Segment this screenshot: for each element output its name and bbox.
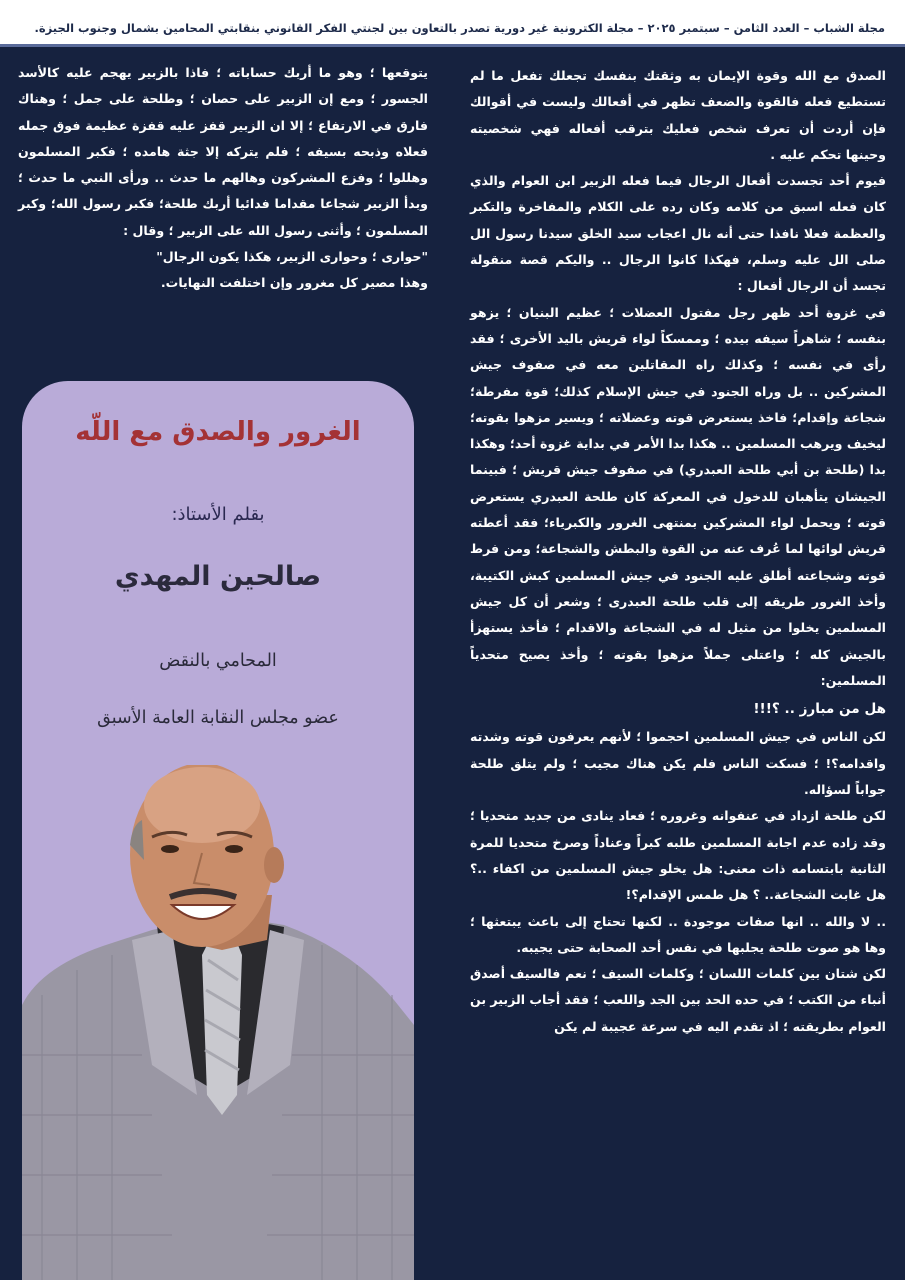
- prophet-quote: "حوارى ؛ وحوارى الزبير، هكذا يكون الرجال": [156, 249, 428, 265]
- article-paragraph: الصدق مع الله وقوة الإيمان به وثقتك بنفسك تجعلك تفعل ما لم تستطيع فعله فالقوة والضعف تظهر في أفعالك وليست في أقوالك فإن أردت أن تعرف شخص فعليك بترقب أفعاله فهي شخصيته وحينها تحكم عليه .: [470, 68, 886, 162]
- article-paragraph: في غزوة أحد ظهر رجل مفتول العضلات ؛ عظيم البنيان ؛ يزهو بنفسه ؛ شاهراً سيفه بيده ؛ وممسكاً لواء قريش باليد الأخرى ؛ فقد رأى في نفسه ؛ وكذلك راه المقاتلين معه في صفوف جيش المشركين .. بل وراه الجنود في جيش الإسلام كذلك؛ قوة مفرطة؛ شجاعة وإقدام؛ فاخذ يستعرض قوته وعضلاته ؛ ويسير مزهوا بقوته؛ ليخيف ويرهب المسلمين .. هكذا بدا الأمر في بداية غزوة أحد؛ وهكذا بدا (طلحة بن أبي طلحة العبدري) في صفوف جيش قريش ؛ فبينما الجيشان يتأهبان للدخول في المعركة كان طلحة العبدري يستعرض قوته ؛ ويحمل لواء المشركين بمنتهى الغرور والكبرياء؛ فقد أعطته قريش لوائها لما عُرف عنه من القوة والبطش والشجاعة؛ ومن فرط قوته وشجاعته أطلق عليه الجنود في جيش المسلمين كبش الكتيبة، وأخذ الغرور طريقه إلى قلب طلحة العبدرى ؛ وشعر أن كل جيش المسلمين يخلوا من مثيل له في الشجاعة والاقدام ؛ فأخذ يستهزأ بالجيش كله ؛ واعتلى جملاً مزهوا بقوته ؛ وأخذ يصيح متحدياً المسلمين:: [470, 304, 886, 688]
- author-name: صالحين المهدي: [114, 561, 322, 592]
- author-membership: عضو مجلس النقابة العامة الأسبق: [97, 708, 339, 728]
- tie: [202, 935, 242, 1115]
- challenge-question: هل من مبارز .. ؟!!!: [753, 701, 886, 718]
- header-divider: [0, 44, 905, 47]
- article-conclusion: وهذا مصير كل مغرور وإن اختلفت النهايات.: [160, 275, 428, 291]
- article-left-column: [18, 60, 428, 297]
- article-paragraph: .. لا والله .. انها صفات موجودة .. لكنها تحتاج إلى باعث يبتعثها ؛ وها هو صوت طلحة يجلبها في نفس أحد الصحابة حتى يجيبه.: [470, 913, 886, 955]
- article-title: الغرور والصدق مع اللّه: [75, 417, 361, 447]
- article-paragraph: لكن طلحة ازداد في عنفوانه وغروره ؛ فعاد ينادى من جديد متحديا ؛ وقد زاده عدم اجابة المسلمين طلبه كبراً وعناداً وصرخ متحديا للمرة الثانية بابتسامه ذات معنى: هل يخلو جيش المسلمين من اكفاء ..؟ هل غابت الشجاعة.. ؟ هل طمس الإقدام؟!: [470, 808, 886, 903]
- article-paragraph: يتوقعها ؛ وهو ما أربك حساباته ؛ فاذا بالزبير يهجم عليه كالأسد الجسور ؛ ومع إن الزبير على حصان ؛ وطلحة على جمل ؛ وهناك فارق في الارتفاع ؛ إلا ان الزبير قفز عليه قفزة عظيمة فوق جمله فعلاه وذبحه بسيفه ؛ فلم يتركه إلا جثة هامده ؛ فكبر المسلمون وهللوا ؛ وفزع المشركون وهالهم ما حدث .. ورأى النبي ما حدث ؛ وبدأ الزبير شجاعا مقداما فدائيا أربك طلحة؛ فكبر رسول الله؛ وكبر المسلمون ؛ وأثنى رسول الله على الزبير ؛ وقال :: [18, 65, 428, 238]
- article-paragraph: لكن الناس في جيش المسلمين احجموا ؛ لأنهم يعرفون قوته وشدته واقدامه؟! ؛ فسكت الناس فلم يكن هناك مجيب ؛ ولم يتلق طلحة جواباً لسؤاله.: [470, 729, 886, 798]
- author-card: [22, 381, 414, 1280]
- article-paragraph: فيوم أحد تجسدت أفعال الرجال فيما فعله الزبير ابن العوام والذي كان فعله اسبق من كلامه وكان رده على الكلام والمفاخرة والتكبر والعظمة فعلا نافذا حتى أنه نال اعجاب سيد الخلق سيدنا رسول الل صلى الل عليه وسلم، فهكذا كانوا الرجال .. واليكم قصة منقولة تجسد أن الرجال أفعال :: [470, 173, 886, 294]
- author-photo: [22, 765, 414, 1280]
- author-role: المحامي بالنقض: [159, 651, 277, 671]
- header-bar: [0, 0, 905, 44]
- header-text: مجلة الشباب – العدد الثامن – سبتمبر ٢٠٢٥ – مجلة الكترونية غير دورية تصدر بالتعاون بين لجنتي الفكر القانوني بنقابتي المحامين بشمال وجنوب الجيزة.: [34, 21, 885, 35]
- article-right-column: [470, 63, 886, 1040]
- byline-label: بقلم الأستاذ:: [171, 504, 265, 525]
- article-paragraph: لكن شتان بين كلمات اللسان ؛ وكلمات السيف ؛ نعم فالسيف أصدق أنباء من الكتب ؛ في حده الحد بين الجد واللعب ؛ فقد أجاب الزبير بن العوام بطريقته ؛ اذ تقدم اليه في سرعة عجيبة لم يكن: [469, 966, 886, 1034]
